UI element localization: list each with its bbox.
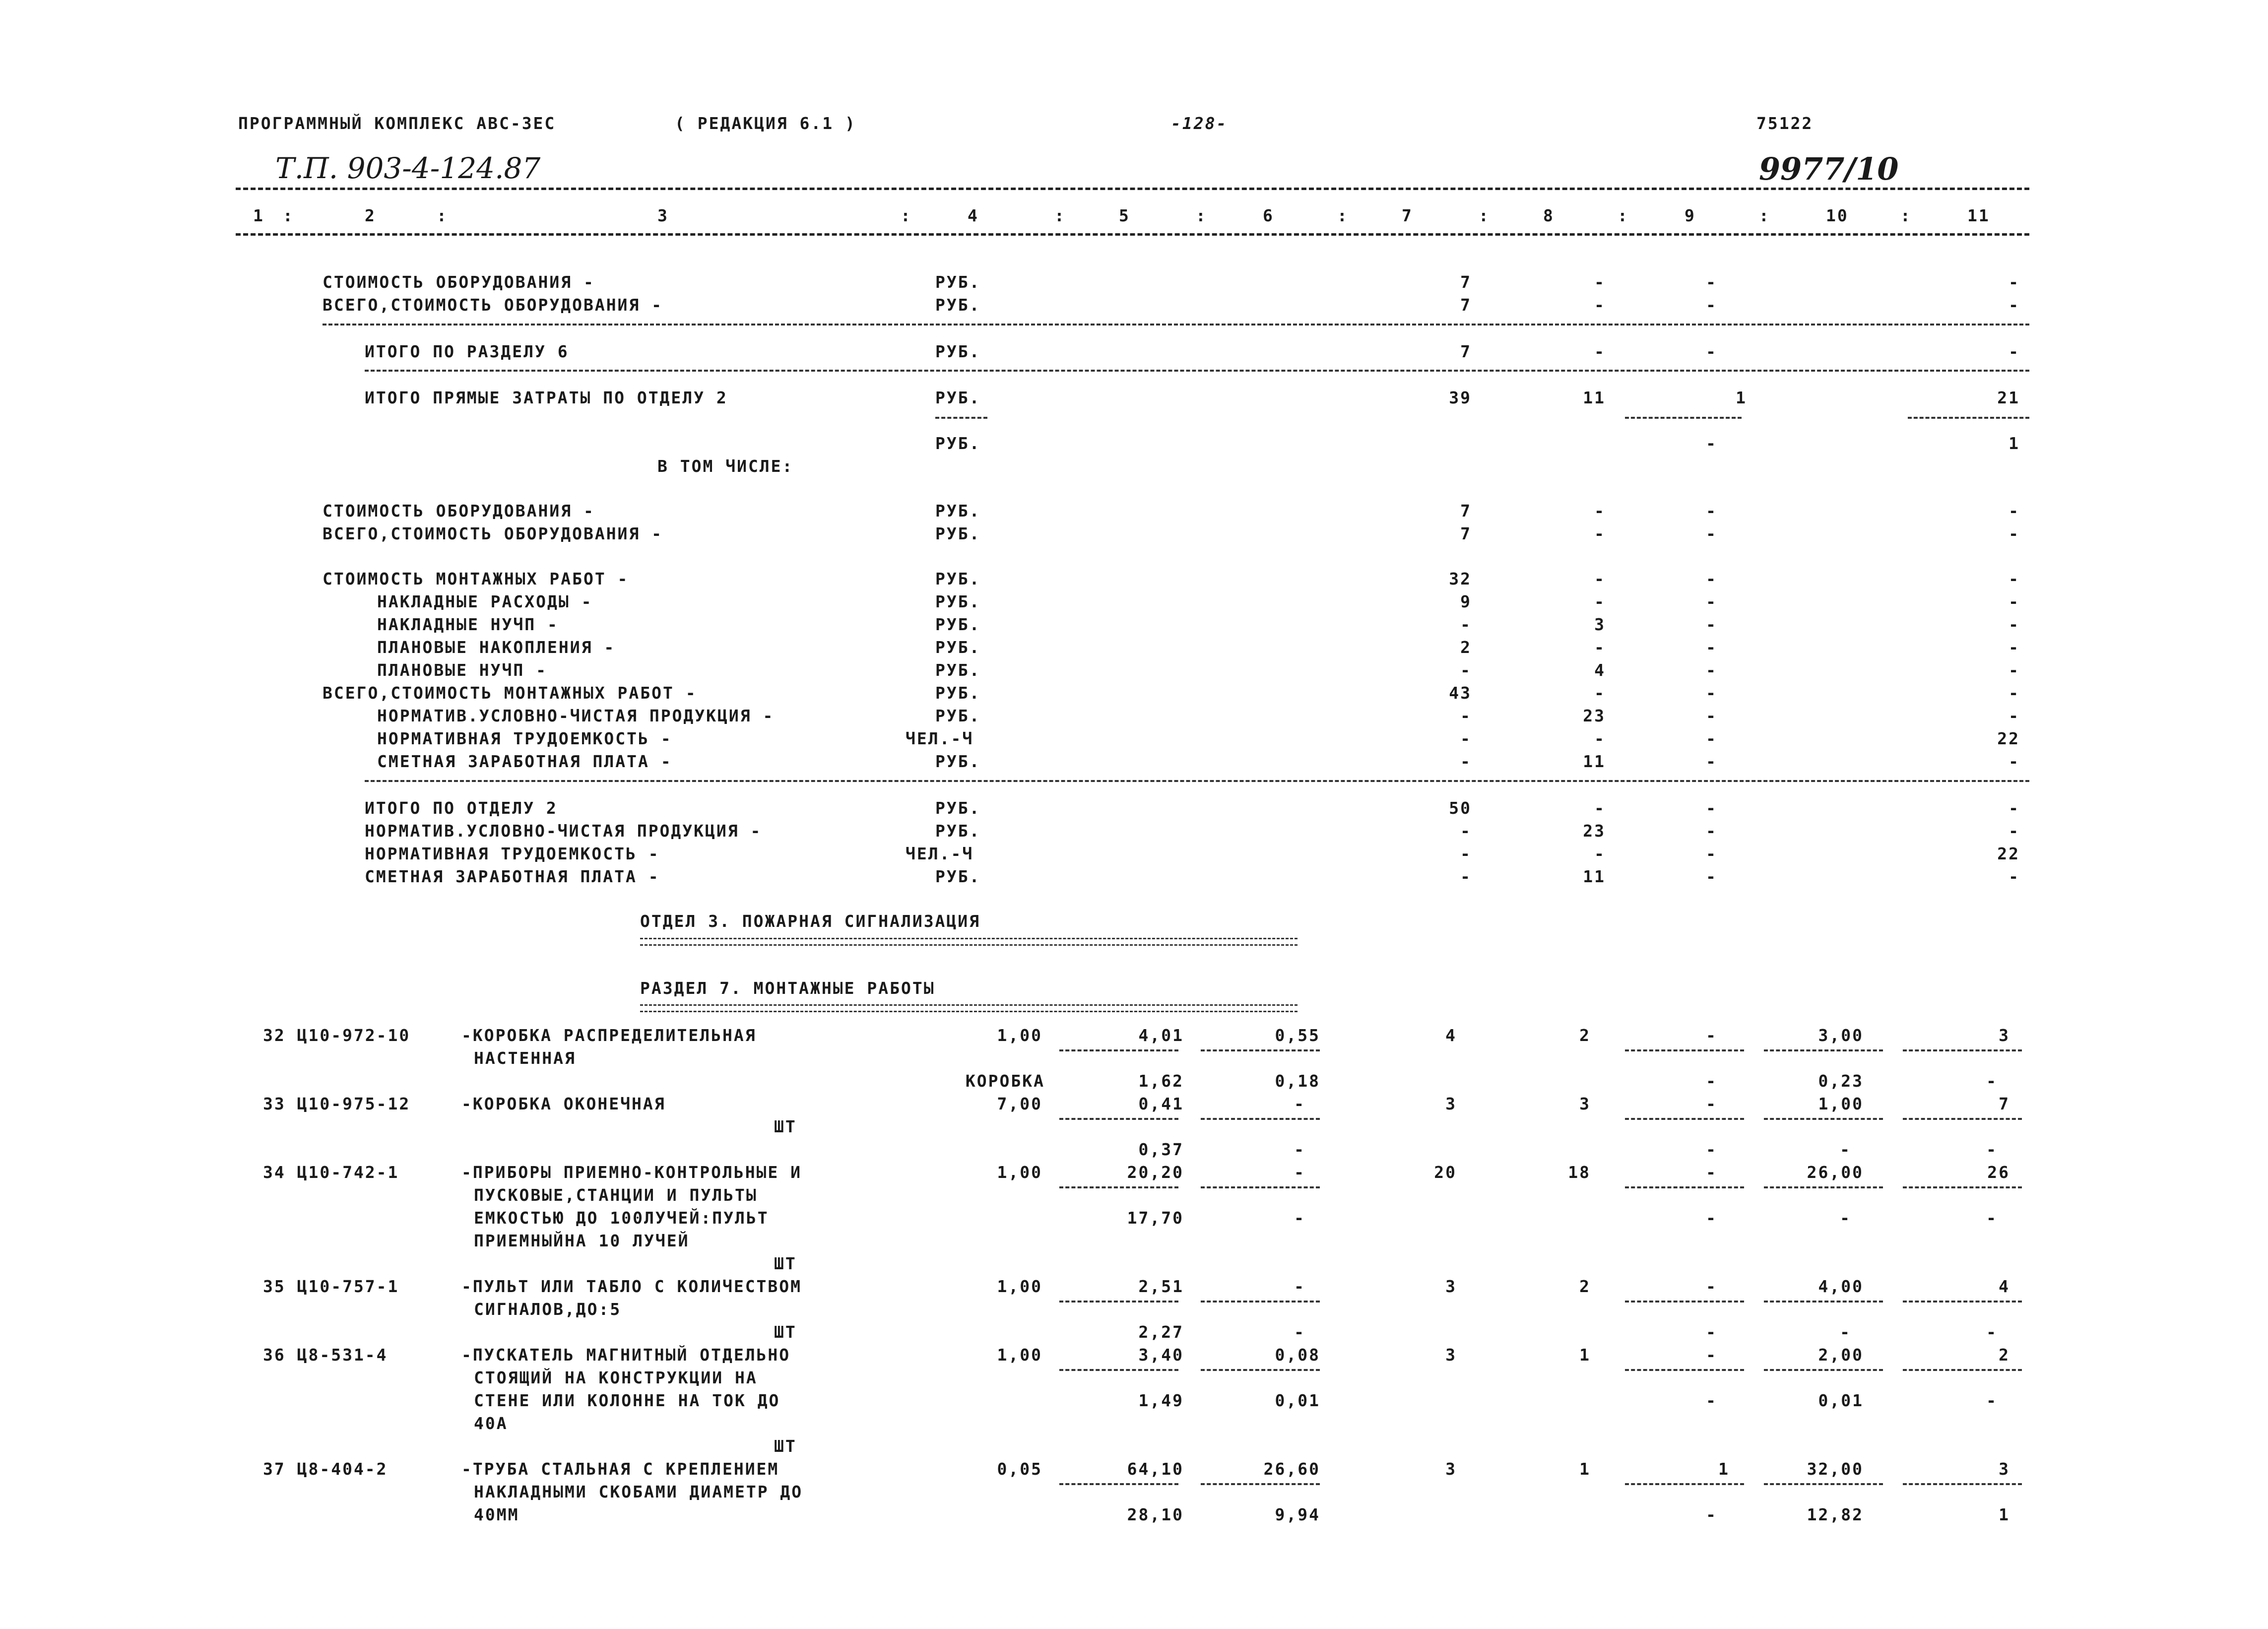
cell-col9: - bbox=[1706, 1345, 1717, 1365]
cell-col8: - bbox=[1594, 798, 1606, 818]
cell-col7: 2 bbox=[1460, 638, 1472, 657]
double-underline bbox=[640, 938, 1297, 946]
item-unit: ШТ bbox=[774, 1436, 797, 1456]
cell-col5: 3,40 bbox=[1138, 1345, 1184, 1365]
item-name: ПУСКОВЫЕ,СТАНЦИИ И ПУЛЬТЫ bbox=[474, 1185, 758, 1205]
cell-col10: - bbox=[1840, 1322, 1851, 1342]
cell-col8: - bbox=[1594, 569, 1606, 588]
cell-col4: 1,00 bbox=[997, 1026, 1042, 1045]
cell-col9: - bbox=[1706, 272, 1717, 292]
cell-col11: - bbox=[2009, 683, 2020, 703]
cell-col7: - bbox=[1460, 660, 1472, 680]
cell-col11: - bbox=[1986, 1322, 1998, 1342]
row-unit: РУБ. bbox=[935, 615, 981, 634]
cell-col8: 18 bbox=[1568, 1163, 1591, 1182]
cell-col8: - bbox=[1594, 272, 1606, 292]
cell-col6: - bbox=[1294, 1277, 1305, 1296]
cell-col9: - bbox=[1706, 798, 1717, 818]
divider bbox=[1625, 417, 1742, 419]
cell-col5: 0,41 bbox=[1138, 1094, 1184, 1113]
col-header: 9 bbox=[1685, 206, 1696, 225]
row-unit: РУБ. bbox=[935, 638, 981, 657]
cell-col5: 4,01 bbox=[1138, 1026, 1184, 1045]
cell-col6: 0,18 bbox=[1275, 1071, 1320, 1091]
item-code: 36 Ц8-531-4 bbox=[263, 1345, 388, 1365]
cell-col11: - bbox=[2009, 342, 2020, 361]
cell-col7: - bbox=[1460, 729, 1472, 748]
cell-col8: 1 bbox=[1579, 1459, 1591, 1479]
item-code: 33 Ц10-975-12 bbox=[263, 1094, 411, 1113]
cell-col8: 11 bbox=[1583, 752, 1606, 771]
item-code: 35 Ц10-757-1 bbox=[263, 1277, 399, 1296]
row-label: СМЕТНАЯ ЗАРАБОТНАЯ ПЛАТА - bbox=[377, 752, 672, 771]
row-unit: РУБ. bbox=[935, 752, 981, 771]
cell-col8: 2 bbox=[1579, 1277, 1591, 1296]
col-header: 4 bbox=[968, 206, 979, 225]
cell-col11: - bbox=[1986, 1071, 1998, 1091]
item-name: -ПУЛЬТ ИЛИ ТАБЛО С КОЛИЧЕСТВОМ bbox=[461, 1277, 802, 1296]
code-number: 75122 bbox=[1756, 114, 1814, 133]
row-unit: РУБ. bbox=[935, 388, 981, 407]
cell-col9: - bbox=[1706, 1505, 1717, 1524]
cell-col11: - bbox=[2009, 867, 2020, 886]
cell-col11: - bbox=[1986, 1208, 1998, 1228]
row-unit: РУБ. bbox=[935, 501, 981, 521]
cell-col8: - bbox=[1594, 295, 1606, 315]
cell-col11: - bbox=[2009, 660, 2020, 680]
cell-col9: - bbox=[1706, 1277, 1717, 1296]
double-underline bbox=[640, 1004, 1297, 1012]
row-unit: РУБ. bbox=[935, 295, 981, 315]
cell-col10: - bbox=[1840, 1208, 1851, 1228]
cell-col11: 22 bbox=[1997, 844, 2020, 863]
cell-col7: - bbox=[1460, 821, 1472, 841]
item-name: ЕМКОСТЬЮ ДО 100ЛУЧЕЙ:ПУЛЬТ bbox=[474, 1208, 769, 1228]
cell-col7: - bbox=[1460, 706, 1472, 725]
cell-col6: - bbox=[1294, 1322, 1305, 1342]
cell-col11: - bbox=[2009, 752, 2020, 771]
cell-col11: - bbox=[2009, 569, 2020, 588]
cell-col5: 64,10 bbox=[1127, 1459, 1184, 1479]
row-unit: РУБ. bbox=[935, 660, 981, 680]
cell-col7: 7 bbox=[1460, 295, 1472, 315]
col-header: 1 bbox=[253, 206, 264, 225]
cell-col11: - bbox=[2009, 706, 2020, 725]
row-label: ИТОГО ПРЯМЫЕ ЗАТРАТЫ ПО ОТДЕЛУ 2 bbox=[365, 388, 728, 407]
cell-col7: 3 bbox=[1445, 1345, 1457, 1365]
cell-col10: 1,00 bbox=[1818, 1094, 1864, 1113]
cell-col11: - bbox=[2009, 295, 2020, 315]
cell-col7: 3 bbox=[1445, 1094, 1457, 1113]
row-label: НОРМАТИВ.УСЛОВНО-ЧИСТАЯ ПРОДУКЦИЯ - bbox=[377, 706, 775, 725]
item-code: 34 Ц10-742-1 bbox=[263, 1163, 399, 1182]
cell-col8: 3 bbox=[1594, 615, 1606, 634]
cell-col8: 1 bbox=[1579, 1345, 1591, 1365]
cell-col8: - bbox=[1594, 729, 1606, 748]
cell-col9: - bbox=[1706, 1163, 1717, 1182]
section-title: РАЗДЕЛ 7. МОНТАЖНЫЕ РАБОТЫ bbox=[640, 978, 935, 998]
cell-col8: - bbox=[1594, 342, 1606, 361]
row-label: СМЕТНАЯ ЗАРАБОТНАЯ ПЛАТА - bbox=[365, 867, 660, 886]
divider bbox=[236, 233, 2029, 236]
cell-col8: - bbox=[1594, 844, 1606, 863]
cell-col10: 32,00 bbox=[1807, 1459, 1864, 1479]
row-label: ПЛАНОВЫЕ НАКОПЛЕНИЯ - bbox=[377, 638, 616, 657]
cell-col8: 3 bbox=[1579, 1094, 1591, 1113]
cell-col6: 0,55 bbox=[1275, 1026, 1320, 1045]
cell-col9: - bbox=[1706, 1140, 1717, 1159]
cell-col7: 7 bbox=[1460, 524, 1472, 543]
cell-col10: 3,00 bbox=[1818, 1026, 1864, 1045]
item-name: 40ММ bbox=[474, 1505, 519, 1524]
cell-col9: - bbox=[1706, 1026, 1717, 1045]
cell-col7: 7 bbox=[1460, 501, 1472, 521]
cell-col8: - bbox=[1594, 501, 1606, 521]
item-name: -ТРУБА СТАЛЬНАЯ С КРЕПЛЕНИЕМ bbox=[461, 1459, 779, 1479]
cell-col11: 22 bbox=[1997, 729, 2020, 748]
cell-col9: - bbox=[1706, 1322, 1717, 1342]
cell-col9: 1 bbox=[1718, 1459, 1730, 1479]
row-unit: РУБ. bbox=[935, 867, 981, 886]
row-label: СТОИМОСТЬ ОБОРУДОВАНИЯ - bbox=[323, 272, 595, 292]
cell-col11: 2 bbox=[1999, 1345, 2010, 1365]
cell-col5: 2,27 bbox=[1138, 1322, 1184, 1342]
cell-col11: 7 bbox=[1999, 1094, 2010, 1113]
cell-col11: 1 bbox=[1999, 1505, 2010, 1524]
col-header: 6 bbox=[1263, 206, 1274, 225]
cell-col4: 1,00 bbox=[997, 1345, 1042, 1365]
row-label: СТОИМОСТЬ МОНТАЖНЫХ РАБОТ - bbox=[323, 569, 629, 588]
cell-col10: 26,00 bbox=[1807, 1163, 1864, 1182]
cell-col7: - bbox=[1460, 615, 1472, 634]
cell-col9: - bbox=[1706, 615, 1717, 634]
cell-col9: - bbox=[1706, 683, 1717, 703]
row-label: НАКЛАДНЫЕ НУЧП - bbox=[377, 615, 559, 634]
cell-col10: 12,82 bbox=[1807, 1505, 1864, 1524]
item-unit: ШТ bbox=[774, 1322, 797, 1342]
document-page: ПРОГРАММНЫЙ КОМПЛЕКС АВС-3ЕС ( РЕДАКЦИЯ 6.1 ) -128- 75122 Т.П. 903-4-124.87 9977/10 1 2 3 4 5 6 7 8 9 10 11 : : : : : : : : : : СТОИМОСТЬ ОБОРУДОВАНИЯ - РУБ. 7 - - - ВСЕГО,СТОИМОСТЬ ОБОРУДОВАНИЯ - РУБ. 7 - - - ИТОГО ПО РАЗДЕЛУ 6 РУБ. 7 - - - ИТОГО ПРЯМЫЕ ЗАТРАТЫ ПО ОТДЕЛУ 2 РУБ. 39 11 1 21 РУБ. - 1 В ТОМ ЧИСЛЕ: СТОИМОСТЬ ОБОРУДОВАНИЯ - РУБ. 7 - - - ВСЕГО,СТОИМОСТЬ ОБОРУДОВАНИЯ - РУБ. 7 - - - СТОИМОСТЬ МОНТАЖНЫХ РАБОТ - РУБ. 32 - - - НАКЛАДНЫЕ РАСХОДЫ - РУБ. 9 - - - НАКЛАДНЫЕ НУЧП - РУБ. - 3 - - ПЛАНОВЫЕ НАКОПЛЕНИЯ - РУБ. 2 - - - ПЛАНОВЫЕ НУЧП - РУБ. - 4 - - ВСЕГО,СТОИМОСТЬ МОНТАЖНЫХ РАБОТ - РУБ. 43 - - - НОРМАТИВ.УСЛОВНО-ЧИСТАЯ ПРОДУКЦИЯ - РУБ. - 23 - - НОРМАТИВНАЯ ТРУДОЕМКОСТЬ - ЧЕЛ.-Ч - - - 22 СМЕТНАЯ ЗАРАБОТНАЯ ПЛАТА - РУБ. - 11 - - ИТОГО ПО ОТДЕЛУ 2 РУБ. 50 - - - НОРМАТИВ.УСЛОВНО-ЧИСТАЯ ПРОДУКЦИЯ - РУБ. - 23 - - НОРМАТИВНАЯ ТРУДОЕМКОСТЬ - ЧЕЛ.-Ч - - - 22 СМЕТНАЯ ЗАРАБОТНАЯ ПЛАТА - РУБ. - 11 - - ОТДЕЛ 3. ПОЖАРНАЯ СИГНАЛИЗАЦИЯ РАЗДЕЛ 7. МОНТАЖНЫЕ РАБОТЫ 32 Ц10-972-10 -КОРОБКА РАСПРЕДЕЛИТЕЛЬНАЯ НАСТЕННАЯ КОРОБКА 1,00 4,01 0,55 4 2 - 3,00 3 1,62 0,18 - 0,23 - 33 Ц10-975-12 -КОРОБКА ОКОНЕЧНАЯ ШТ 7,00 0,41 - 3 3 - 1,00 7 0,37 - - - - 34 Ц10-742-1 -ПРИБОРЫ ПРИЕМНО-КОНТРОЛЬНЫЕ И ПУСКОВЫЕ,СТАНЦИИ И ПУЛЬТЫ ЕМКОСТЬЮ ДО 100ЛУЧЕЙ:ПУЛЬТ ПРИЕМНЫЙНА 10 ЛУЧЕЙ ШТ 1,00 20,20 - 20 18 - 26,00 26 17,70 - - - - 35 Ц10-757-1 -ПУЛЬТ ИЛИ ТАБЛО С КОЛИЧЕСТВОМ СИГНАЛОВ,ДО:5 ШТ 1,00 2,51 - 3 2 - 4,00 4 2,27 - - - - 36 Ц8-531-4 -ПУСКАТЕЛЬ МАГНИТНЫЙ ОТДЕЛЬНО СТОЯЩИЙ НА КОНСТРУКЦИИ НА СТЕНЕ ИЛИ КОЛОННЕ НА ТОК ДО 40А ШТ 1,00 3,40 0,08 3 1 - 2,00 2 1,49 0,01 - 0,01 - 37 Ц8-404-2 -ТРУБА СТАЛЬНАЯ С КРЕПЛЕНИЕМ НАКЛАДНЫМИ СКОБАМИ ДИАМЕТР ДО 40ММ 0,05 64,10 26,60 3 1 1 32,00 3 28,10 9,94 - 12,82 1 bbox=[0, 0, 2268, 1629]
doc-reference: Т.П. 903-4-124.87 bbox=[275, 151, 541, 185]
cell-col11: - bbox=[2009, 524, 2020, 543]
item-name: 40А bbox=[474, 1414, 508, 1433]
cell-col10: 0,23 bbox=[1818, 1071, 1864, 1091]
cell-col7: 3 bbox=[1445, 1459, 1457, 1479]
row-label: СТОИМОСТЬ ОБОРУДОВАНИЯ - bbox=[323, 501, 595, 521]
cell-col9: - bbox=[1706, 1071, 1717, 1091]
item-name: СТЕНЕ ИЛИ КОЛОННЕ НА ТОК ДО bbox=[474, 1391, 780, 1410]
cell-col6: 0,08 bbox=[1275, 1345, 1320, 1365]
cell-col5: 28,10 bbox=[1127, 1505, 1184, 1524]
cell-col11: 21 bbox=[1997, 388, 2020, 407]
cell-col9: - bbox=[1706, 660, 1717, 680]
row-unit: РУБ. bbox=[935, 434, 981, 453]
row-unit: РУБ. bbox=[935, 821, 981, 841]
cell-col5: 17,70 bbox=[1127, 1208, 1184, 1228]
row-unit: РУБ. bbox=[935, 342, 981, 361]
cell-col4: 1,00 bbox=[997, 1277, 1042, 1296]
cell-col7: - bbox=[1460, 752, 1472, 771]
divider bbox=[365, 780, 2029, 782]
row-label: НАКЛАДНЫЕ РАСХОДЫ - bbox=[377, 592, 593, 611]
item-name: -КОРОБКА РАСПРЕДЕЛИТЕЛЬНАЯ bbox=[461, 1026, 757, 1045]
cell-col4: 7,00 bbox=[997, 1094, 1042, 1113]
cell-col8: 2 bbox=[1579, 1026, 1591, 1045]
cell-col7: - bbox=[1460, 844, 1472, 863]
cell-col5: 1,62 bbox=[1138, 1071, 1184, 1091]
cell-col7: - bbox=[1460, 867, 1472, 886]
row-unit: РУБ. bbox=[935, 592, 981, 611]
page-number: -128- bbox=[1171, 114, 1228, 133]
cell-col9: - bbox=[1706, 501, 1717, 521]
cell-col7: 7 bbox=[1460, 342, 1472, 361]
cell-col7: 4 bbox=[1445, 1026, 1457, 1045]
cell-col11: 1 bbox=[2009, 434, 2020, 453]
cell-col7: 43 bbox=[1449, 683, 1472, 703]
cell-col4: 0,05 bbox=[997, 1459, 1042, 1479]
row-label: НОРМАТИВНАЯ ТРУДОЕМКОСТЬ - bbox=[365, 844, 660, 863]
subtitle-including: В ТОМ ЧИСЛЕ: bbox=[657, 456, 794, 476]
col-header: 10 bbox=[1826, 206, 1849, 225]
col-header: 2 bbox=[365, 206, 376, 225]
cell-col11: - bbox=[2009, 272, 2020, 292]
edition: ( РЕДАКЦИЯ 6.1 ) bbox=[675, 114, 856, 133]
col-header: 5 bbox=[1119, 206, 1130, 225]
cell-col11: 26 bbox=[1987, 1163, 2010, 1182]
item-name: НАСТЕННАЯ bbox=[474, 1048, 576, 1068]
cell-col8: - bbox=[1594, 524, 1606, 543]
row-unit: РУБ. bbox=[935, 706, 981, 725]
cell-col9: - bbox=[1706, 295, 1717, 315]
row-label: ПЛАНОВЫЕ НУЧП - bbox=[377, 660, 548, 680]
row-unit: РУБ. bbox=[935, 798, 981, 818]
row-unit: РУБ. bbox=[935, 524, 981, 543]
cell-col7: 50 bbox=[1449, 798, 1472, 818]
row-label: ИТОГО ПО РАЗДЕЛУ 6 bbox=[365, 342, 569, 361]
col-header: 3 bbox=[657, 206, 669, 225]
cell-col9: - bbox=[1706, 821, 1717, 841]
item-code: 32 Ц10-972-10 bbox=[263, 1026, 411, 1045]
item-unit: ШТ bbox=[774, 1254, 797, 1273]
cell-col8: 23 bbox=[1583, 821, 1606, 841]
cell-col11: - bbox=[2009, 798, 2020, 818]
cell-col9: - bbox=[1706, 434, 1717, 453]
cell-col9: - bbox=[1706, 729, 1717, 748]
row-unit: ЧЕЛ.-Ч bbox=[906, 729, 974, 748]
cell-col11: - bbox=[1986, 1140, 1998, 1159]
cell-col6: - bbox=[1294, 1140, 1305, 1159]
item-name: СТОЯЩИЙ НА КОНСТРУКЦИИ НА bbox=[474, 1368, 758, 1387]
cell-col7: 20 bbox=[1434, 1163, 1457, 1182]
cell-col7: 7 bbox=[1460, 272, 1472, 292]
cell-col6: 26,60 bbox=[1263, 1459, 1320, 1479]
cell-col9: - bbox=[1706, 1208, 1717, 1228]
col-header: 11 bbox=[1967, 206, 1990, 225]
item-name: НАКЛАДНЫМИ СКОБАМИ ДИАМЕТР ДО bbox=[474, 1482, 803, 1501]
cell-col5: 0,37 bbox=[1138, 1140, 1184, 1159]
cell-col7: 39 bbox=[1449, 388, 1472, 407]
cell-col6: 0,01 bbox=[1275, 1391, 1320, 1410]
cell-col10: 0,01 bbox=[1818, 1391, 1864, 1410]
program-title: ПРОГРАММНЫЙ КОМПЛЕКС АВС-3ЕС bbox=[238, 114, 556, 133]
cell-col6: - bbox=[1294, 1163, 1305, 1182]
row-unit: РУБ. bbox=[935, 569, 981, 588]
item-name: -ПУСКАТЕЛЬ МАГНИТНЫЙ ОТДЕЛЬНО bbox=[461, 1345, 791, 1365]
cell-col5: 2,51 bbox=[1138, 1277, 1184, 1296]
row-unit: РУБ. bbox=[935, 272, 981, 292]
cell-col11: - bbox=[2009, 615, 2020, 634]
row-label: ВСЕГО,СТОИМОСТЬ ОБОРУДОВАНИЯ - bbox=[323, 295, 663, 315]
cell-col9: - bbox=[1706, 569, 1717, 588]
cell-col5: 1,49 bbox=[1138, 1391, 1184, 1410]
divider bbox=[935, 417, 987, 419]
cell-col9: - bbox=[1706, 638, 1717, 657]
cell-col11: 4 bbox=[1999, 1277, 2010, 1296]
cell-col9: - bbox=[1706, 752, 1717, 771]
col-header: 7 bbox=[1402, 206, 1413, 225]
cell-col9: - bbox=[1706, 524, 1717, 543]
cell-col6: - bbox=[1294, 1094, 1305, 1113]
cell-col9: - bbox=[1706, 706, 1717, 725]
cell-col9: - bbox=[1706, 1391, 1717, 1410]
cell-col11: - bbox=[1986, 1391, 1998, 1410]
row-unit: ЧЕЛ.-Ч bbox=[906, 844, 974, 863]
cell-col11: - bbox=[2009, 821, 2020, 841]
cell-col9: - bbox=[1706, 867, 1717, 886]
row-label: НОРМАТИВНАЯ ТРУДОЕМКОСТЬ - bbox=[377, 729, 672, 748]
item-name: -КОРОБКА ОКОНЕЧНАЯ bbox=[461, 1094, 666, 1113]
cell-col8: 4 bbox=[1594, 660, 1606, 680]
cell-col8: 11 bbox=[1583, 867, 1606, 886]
divider bbox=[236, 188, 2029, 190]
row-unit: РУБ. bbox=[935, 683, 981, 703]
cell-col11: - bbox=[2009, 501, 2020, 521]
cell-col7: 32 bbox=[1449, 569, 1472, 588]
item-code: 37 Ц8-404-2 bbox=[263, 1459, 388, 1479]
cell-col9: 1 bbox=[1736, 388, 1747, 407]
department-title: ОТДЕЛ 3. ПОЖАРНАЯ СИГНАЛИЗАЦИЯ bbox=[640, 912, 981, 931]
cell-col10: 2,00 bbox=[1818, 1345, 1864, 1365]
cell-col11: - bbox=[2009, 638, 2020, 657]
cell-col7: 3 bbox=[1445, 1277, 1457, 1296]
cell-col9: - bbox=[1706, 342, 1717, 361]
divider bbox=[1908, 417, 2029, 419]
cell-col6: 9,94 bbox=[1275, 1505, 1320, 1524]
cell-col8: - bbox=[1594, 683, 1606, 703]
row-label: НОРМАТИВ.УСЛОВНО-ЧИСТАЯ ПРОДУКЦИЯ - bbox=[365, 821, 762, 841]
divider bbox=[323, 324, 2029, 326]
row-label: ВСЕГО,СТОИМОСТЬ МОНТАЖНЫХ РАБОТ - bbox=[323, 683, 697, 703]
item-name: -ПРИБОРЫ ПРИЕМНО-КОНТРОЛЬНЫЕ И bbox=[461, 1163, 802, 1182]
sheet-number: 9977/10 bbox=[1759, 151, 1899, 187]
cell-col4: 1,00 bbox=[997, 1163, 1042, 1182]
cell-col7: 9 bbox=[1460, 592, 1472, 611]
item-name: СИГНАЛОВ,ДО:5 bbox=[474, 1300, 622, 1319]
cell-col8: 23 bbox=[1583, 706, 1606, 725]
cell-col9: - bbox=[1706, 1094, 1717, 1113]
cell-col11: 3 bbox=[1999, 1459, 2010, 1479]
cell-col5: 20,20 bbox=[1127, 1163, 1184, 1182]
item-unit: КОРОБКА bbox=[965, 1071, 1045, 1091]
cell-col11: 3 bbox=[1999, 1026, 2010, 1045]
cell-col10: - bbox=[1840, 1140, 1851, 1159]
cell-col8: - bbox=[1594, 638, 1606, 657]
cell-col8: 11 bbox=[1583, 388, 1606, 407]
cell-col9: - bbox=[1706, 592, 1717, 611]
row-label: ВСЕГО,СТОИМОСТЬ ОБОРУДОВАНИЯ - bbox=[323, 524, 663, 543]
divider bbox=[365, 370, 2029, 372]
cell-col8: - bbox=[1594, 592, 1606, 611]
cell-col10: 4,00 bbox=[1818, 1277, 1864, 1296]
item-unit: ШТ bbox=[774, 1117, 797, 1136]
cell-col6: - bbox=[1294, 1208, 1305, 1228]
item-name: ПРИЕМНЫЙНА 10 ЛУЧЕЙ bbox=[474, 1231, 690, 1250]
cell-col11: - bbox=[2009, 592, 2020, 611]
row-label: ИТОГО ПО ОТДЕЛУ 2 bbox=[365, 798, 558, 818]
cell-col9: - bbox=[1706, 844, 1717, 863]
col-header: 8 bbox=[1543, 206, 1555, 225]
